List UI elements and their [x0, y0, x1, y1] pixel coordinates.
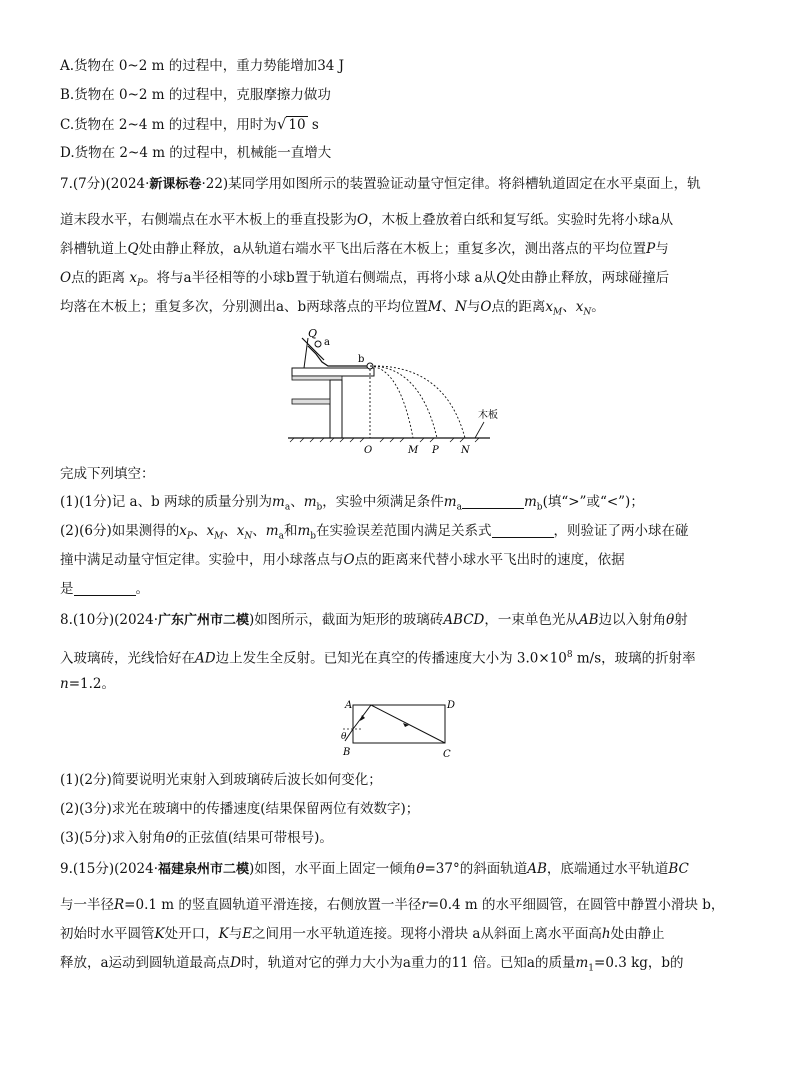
table-top [292, 368, 374, 376]
q9-line2: 与一半径R=0.1 m 的竖直圆轨道平滑连接，右侧放置一半径r=0.4 m 的水平细圆管，在圆管中静置小滑块 b， [60, 897, 725, 913]
q7-intro: 完成下列填空： [60, 466, 155, 482]
option-b: B.货物在 0~2 m 的过程中，克服摩擦力做功 [60, 87, 331, 103]
label-n: N [461, 445, 470, 456]
label-b: b [358, 354, 365, 365]
q8-line2: 入玻璃砖，光线恰好在AD边上发生全反射。已知光在真空的传播速度大小为 $3.0\times 10^8$ m/s，玻璃的折射率 [60, 650, 696, 667]
q8-line1: 8.(10分)(2024·广东广州市二模)如图所示，截面为矩形的玻璃砖ABCD，一束单色光从AB边以入射角θ射 [60, 612, 688, 628]
q7-line1: 7.(7分)(2024·新课标卷·22)某同学用如图所示的装置验证动量守恒定律。将斜槽轨道固定在水平桌面上，轨 [60, 176, 701, 192]
table-leg [330, 380, 342, 438]
label-b: B [343, 747, 351, 758]
q8-figure [335, 697, 465, 765]
label-board: 木板 [478, 410, 498, 421]
label-q: Q [308, 327, 318, 340]
q8-sub2: (2)(3分)求光在玻璃中的传播速度(结果保留两位有效数字)； [60, 801, 420, 817]
q7-source: 新课标卷 [149, 177, 202, 192]
label-c: C [443, 749, 451, 760]
ball-a [315, 341, 321, 347]
answer-blank-3[interactable] [74, 581, 136, 596]
q8-sub3: (3)(5分)求入射角θ的正弦值(结果可带根号)。 [60, 830, 333, 846]
label-d: D [447, 700, 456, 711]
q7-sub2-line2: 撞中满足动量守恒定律。实验中，用小球落点与O点的距离来代替小球水平飞出时的速度，依据 [60, 552, 625, 568]
label-p: P [432, 445, 439, 456]
option-c-sqrt: 10 [288, 117, 306, 133]
answer-blank-1[interactable] [462, 494, 524, 509]
q7-line4: O点的距离 $x_P$。将与a半径相等的小球b置于轨道右侧端点，再将小球 a从Q处由静止释放，两球碰撞后 [60, 270, 670, 289]
q7-sub2: (2)(6分)如果测得的$x_P$、$x_M$、$x_N$、$m_a$和$m_b$在实验误差范围内满足关系式 ，则验证了两小球在碰 [60, 523, 689, 542]
option-c: C.货物在 2~4 m 的过程中，用时为√ 10 s [60, 115, 319, 133]
option-c-unit: s [311, 117, 319, 133]
label-a: a [324, 337, 330, 348]
q7-line3: 斜槽轨道上Q处由静止释放，a从轨道右端水平飞出后落在木板上；重复多次，测出落点的平均位置P与 [60, 241, 669, 257]
option-a: A.货物在 0~2 m 的过程中，重力势能增加34 J [60, 58, 345, 74]
q7-line5: 均落在木板上；重复多次，分别测出a、b两球落点的平均位置M、N与O点的距离$x_M$、$x_N$。 [60, 299, 605, 318]
q9-line1: 9.(15分)(2024·福建泉州市二模)如图，水平面上固定一倾角θ=37°的斜面轨道AB，底端通过水平轨道BC [60, 861, 689, 877]
trajectory-m [370, 366, 413, 438]
label-m: M [408, 445, 419, 456]
q9-line3: 初始时水平圆管K处开口，K与E之间用一水平轨道连接。现将小滑块 a从斜面上离水平面高h处由静止 [60, 926, 665, 942]
option-c-text: C.货物在 2~4 m 的过程中，用时为 [60, 117, 277, 133]
trajectory-n [370, 366, 465, 438]
table-top-shade [292, 376, 342, 380]
option-d: D.货物在 2~4 m 的过程中，机械能一直增大 [60, 145, 332, 161]
label-o: O [364, 445, 373, 456]
q7-line2: 道末段水平，右侧端点在水平木板上的垂直投影为O，木板上叠放着白纸和复写纸。实验时先将小球a从 [60, 212, 674, 228]
q9-source: 福建泉州市二模 [158, 862, 250, 877]
board-pointer [475, 422, 484, 438]
board-hatch [290, 438, 479, 442]
q8-source: 广东广州市二模 [158, 613, 250, 628]
q8-line3: n=1.2。 [60, 676, 115, 692]
label-theta: θ [341, 732, 347, 742]
q8-sub1: (1)(2分)简要说明光束射入到玻璃砖后波长如何变化； [60, 772, 382, 788]
q7-sub1: (1)(1分)记 a、b 两球的质量分别为$m_a$、$m_b$，实验中须满足条件$m_a$ $m_b$(填“>”或“<”)； [60, 494, 644, 513]
q9-line4: 释放，a运动到圆轨道最高点D时，轨道对它的弹力大小为a重力的11 倍。已知a的质量$m_1=0.3$ kg，b的 [60, 955, 684, 974]
label-a: A [345, 700, 353, 711]
answer-blank-2[interactable] [492, 523, 554, 538]
q7-sub2-line3: 是 。 [60, 581, 149, 597]
q7-figure [280, 322, 520, 457]
table-shelf [292, 399, 330, 404]
